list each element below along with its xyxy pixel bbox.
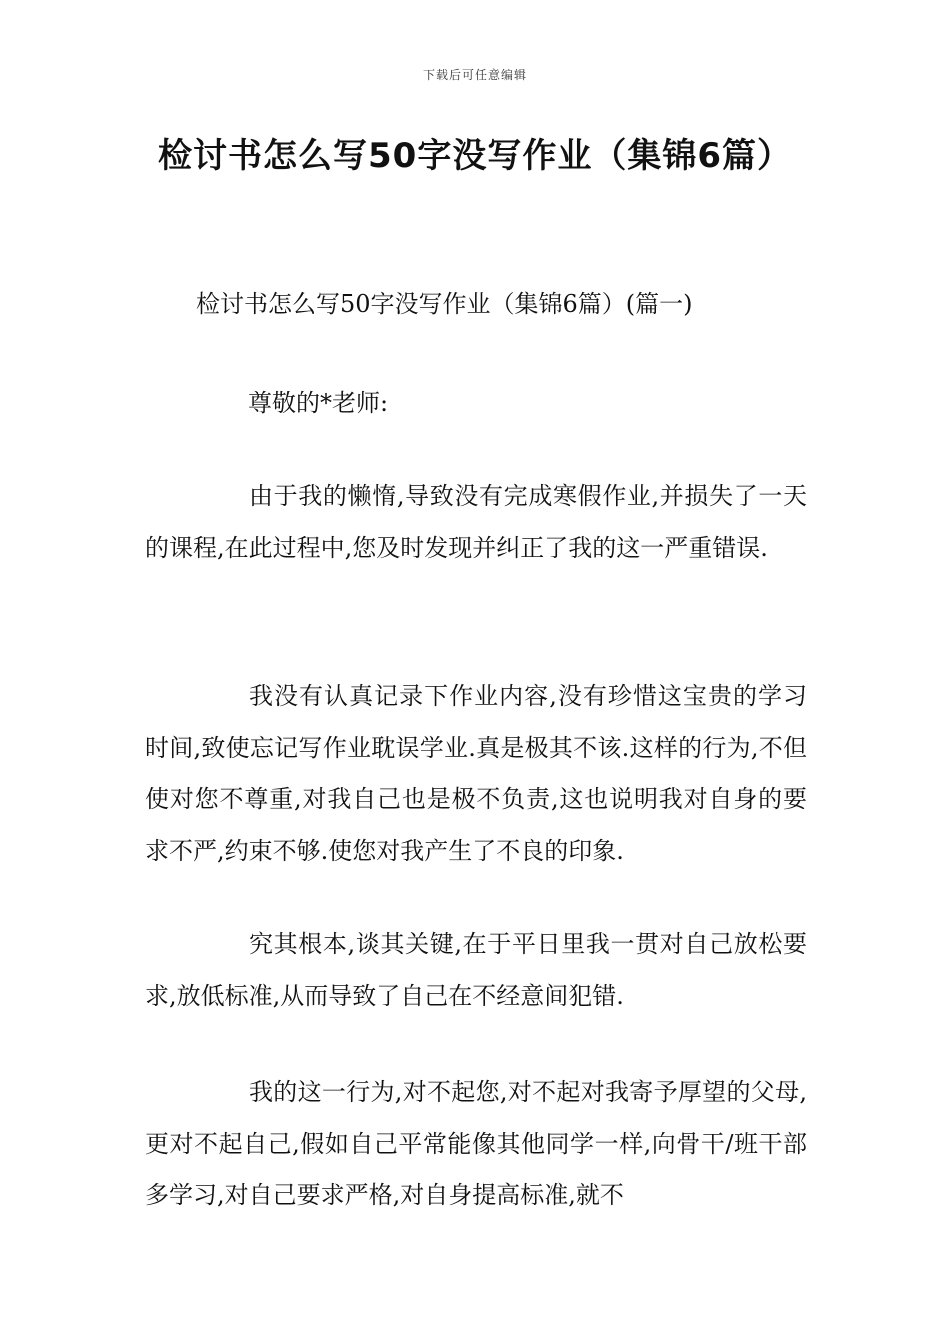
body-paragraph-2: 我没有认真记录下作业内容,没有珍惜这宝贵的学习时间,致使忘记写作业耽误学业.真是极其不该.这样的行为,不但使对您不尊重,对我自己也是极不负责,这也说明我对自身的要求不严,约束不够.使您对我产生了不良的印象. bbox=[145, 682, 807, 865]
greeting: 尊敬的*老师: bbox=[248, 389, 389, 417]
header-note: 下载后可任意编辑 bbox=[422, 68, 527, 82]
body-paragraph-1: 由于我的懒惰,导致没有完成寒假作业,并损失了一天的课程,在此过程中,您及时发现并纠正了我的这一严重错误. bbox=[145, 482, 807, 562]
body-paragraph-4: 我的这一行为,对不起您,对不起对我寄予厚望的父母,更对不起自己,假如自己平常能像其他同学一样,向骨干/班干部多学习,对自己要求严格,对自身提高标准,就不 bbox=[145, 1078, 807, 1209]
section-heading: 检讨书怎么写50字没写作业（集锦6篇）(篇一) bbox=[196, 290, 693, 318]
document-title: 检讨书怎么写50字没写作业（集锦6篇） bbox=[158, 136, 792, 176]
body-paragraph-3: 究其根本,谈其关键,在于平日里我一贯对自己放松要求,放低标准,从而导致了自己在不经意间犯错. bbox=[145, 930, 807, 1010]
